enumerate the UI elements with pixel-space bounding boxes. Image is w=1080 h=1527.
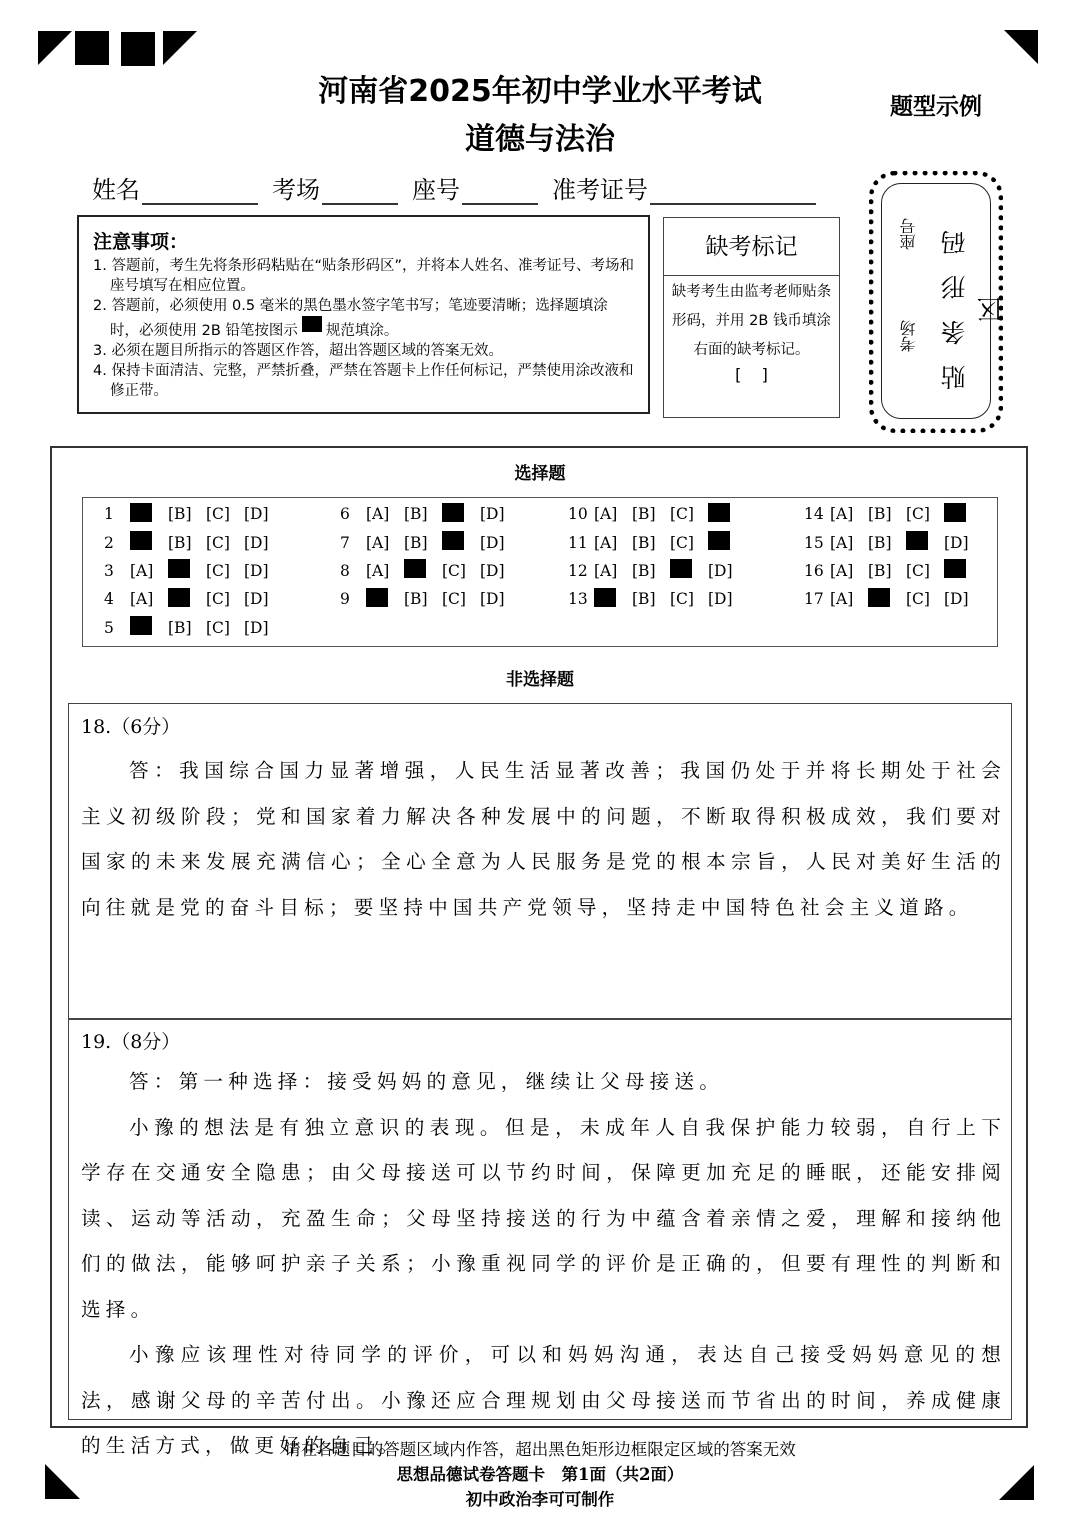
option-bubble-b[interactable]: [B] xyxy=(868,533,892,552)
option-bubble-a[interactable]: [A] xyxy=(130,590,154,609)
filled-bubble-b[interactable] xyxy=(404,559,442,582)
ticket-number-label: 准考证号 xyxy=(552,176,648,204)
mcq-question-row xyxy=(340,528,518,556)
footer-credit: 初中政治李可可制作 xyxy=(465,1490,615,1509)
notice-item: 1. 答题前，考生先将条形码粘贴在“贴条形码区”，并将本人姓名、准考证号、考场和座号填写在相应位置。 xyxy=(93,258,634,294)
question-18-answer-area[interactable] xyxy=(68,703,1012,1020)
exam-room-label: 考场 xyxy=(272,176,320,204)
option-bubble-b[interactable]: [B] xyxy=(632,561,656,580)
filled-bubble-icon xyxy=(944,559,966,578)
mcq-question-row xyxy=(340,500,518,528)
question-number: 5 xyxy=(104,618,114,637)
mcq-question-row xyxy=(568,557,746,585)
option-bubble-c[interactable]: [C] xyxy=(670,590,694,609)
mcq-question-row xyxy=(104,614,282,642)
option-bubble-a[interactable]: [A] xyxy=(830,533,854,552)
option-bubble-a[interactable]: [A] xyxy=(830,505,854,524)
sample-label: 题型示例 xyxy=(890,94,982,120)
mcq-question-row xyxy=(804,528,982,556)
mcq-question-row xyxy=(804,500,982,528)
question-number: 8 xyxy=(340,561,350,580)
absent-mark-text: 缺考考生由监考老师贴条形码，并用 2B 钱币填涂右面的缺考标记。 xyxy=(671,284,832,358)
option-bubble-c[interactable]: [C] xyxy=(906,505,930,524)
mcq-question-row xyxy=(568,585,746,613)
absent-mark-title: 缺考标记 xyxy=(664,218,839,276)
filled-bubble-icon xyxy=(906,531,928,550)
filled-bubble-d[interactable] xyxy=(708,503,746,526)
option-bubble-d[interactable]: [D] xyxy=(480,561,505,580)
answer-paragraph: 小豫应该理性对待同学的评价，可以和妈妈沟通，表达自己接受妈妈意见的想法，感谢父母的辛苦付出。小豫还应合理规划由父母接送而节省出的时间，养成健康的生活方式，做更好的自己。 xyxy=(81,1343,1006,1457)
option-bubble-a[interactable]: [A] xyxy=(366,533,390,552)
option-bubble-a[interactable]: [A] xyxy=(830,590,854,609)
filled-bubble-a[interactable] xyxy=(130,531,168,554)
option-bubble-d[interactable]: [D] xyxy=(244,561,269,580)
mcq-question-row xyxy=(104,500,282,528)
mcq-question-row xyxy=(104,557,282,585)
question-number: 15 xyxy=(804,533,824,552)
filled-bubble-icon xyxy=(442,503,464,522)
filled-bubble-icon xyxy=(708,531,730,550)
option-bubble-c[interactable]: [C] xyxy=(670,533,694,552)
mcq-question-row xyxy=(804,585,982,613)
filled-bubble-icon xyxy=(366,588,388,607)
option-bubble-a[interactable]: [A] xyxy=(130,561,154,580)
filled-bubble-example-icon xyxy=(302,316,322,332)
absent-mark-description xyxy=(664,276,839,385)
option-bubble-d[interactable]: [D] xyxy=(244,533,269,552)
mcq-question-row xyxy=(568,500,746,528)
option-bubble-a[interactable]: [A] xyxy=(366,561,390,580)
filled-bubble-icon xyxy=(130,503,152,522)
option-bubble-c[interactable]: [C] xyxy=(206,590,230,609)
name-field[interactable] xyxy=(142,177,258,205)
option-bubble-c[interactable]: [C] xyxy=(206,618,230,637)
option-bubble-c[interactable]: [C] xyxy=(670,505,694,524)
filled-bubble-d[interactable] xyxy=(944,503,982,526)
option-bubble-d[interactable]: [D] xyxy=(944,590,969,609)
option-bubble-c[interactable]: [C] xyxy=(906,590,930,609)
filled-bubble-icon xyxy=(130,616,152,635)
option-bubble-c[interactable]: [C] xyxy=(206,505,230,524)
barcode-room-label: 考场 xyxy=(899,320,918,352)
mcq-question-row xyxy=(568,528,746,556)
question-number: 6 xyxy=(340,505,350,524)
question-19-header: 19.（8分） xyxy=(81,1031,181,1053)
filled-bubble-icon xyxy=(130,531,152,550)
filled-bubble-icon xyxy=(670,559,692,578)
option-bubble-d[interactable]: [D] xyxy=(244,505,269,524)
answer-paragraph: 答：我国综合国力显著增强，人民生活显著改善；我国仍处于并将长期处于社会主义初级阶段；党和国家着力解决各种发展中的问题，不断取得积极成效，我们要对国家的未来发展充满信心；全心全意为人民服务是党的根本宗旨，人民对美好生活的向往就是党的奋斗目标；要坚持中国共产党领导，坚持走中国特色社会主义道路。 xyxy=(81,759,1006,919)
option-bubble-a[interactable]: [A] xyxy=(594,505,618,524)
mcq-section-title: 选择题 xyxy=(514,464,566,484)
mcq-column xyxy=(568,500,746,614)
exam-title: 河南省2025年初中学业水平考试 xyxy=(318,74,762,109)
footer-card-info: 思想品德试卷答题卡 第1面（共2面） xyxy=(396,1465,684,1484)
exam-room-field[interactable] xyxy=(322,177,398,205)
question-number: 7 xyxy=(340,533,350,552)
mcq-question-row xyxy=(804,557,982,585)
answer-paragraph: 小豫的想法是有独立意识的表现。但是，未成年人自我保护能力较弱，自行上下学存在交通安全隐患；由父母接送可以节约时间，保障更加充足的睡眠，还能安排阅读、运动等活动，充盈生命；父母坚持接送的行为中蕴含着亲情之爱，理解和接纳他们的做法，能够呵护亲子关系；小豫重视同学的评价是正确的，但要有理性的判断和选择。 xyxy=(81,1115,1006,1321)
option-bubble-b[interactable]: [B] xyxy=(404,533,428,552)
option-bubble-b[interactable]: [B] xyxy=(168,533,192,552)
name-label: 姓名 xyxy=(92,176,140,204)
filled-bubble-c[interactable] xyxy=(442,503,480,526)
notice-item-text: 2. 答题前，必须使用 0.5 毫米的黑色墨水签字笔书写；笔迹要清晰；选择题填涂时，必须使用 2B 铅笔按图示 xyxy=(93,298,608,339)
question-number: 17 xyxy=(804,590,824,609)
notice-title: 注意事项： xyxy=(93,231,189,253)
option-bubble-d[interactable]: [D] xyxy=(480,590,505,609)
filled-bubble-b[interactable] xyxy=(168,559,206,582)
question-number: 10 xyxy=(568,505,588,524)
filled-bubble-icon xyxy=(868,588,890,607)
mcq-question-row xyxy=(104,585,282,613)
option-bubble-b[interactable]: [B] xyxy=(168,505,192,524)
filled-bubble-icon xyxy=(168,559,190,578)
seat-label: 座号 xyxy=(412,176,460,204)
mcq-column xyxy=(804,500,982,614)
notice-item: 4. 保持卡面清洁、完整，严禁折叠，严禁在答题卡上作任何标记，严禁使用涂改液和修正带。 xyxy=(93,363,634,399)
option-bubble-a[interactable]: [A] xyxy=(594,533,618,552)
option-bubble-b[interactable]: [B] xyxy=(632,533,656,552)
question-number: 4 xyxy=(104,590,114,609)
question-number: 9 xyxy=(340,590,350,609)
filled-bubble-icon xyxy=(168,588,190,607)
alignment-mark-triangle-icon xyxy=(1004,30,1038,64)
option-bubble-b[interactable]: [B] xyxy=(404,505,428,524)
question-18-header: 18.（6分） xyxy=(81,716,181,738)
option-bubble-d[interactable]: [D] xyxy=(244,590,269,609)
filled-bubble-c[interactable] xyxy=(442,531,480,554)
notice-item-text: 规范填涂。 xyxy=(325,323,399,339)
option-bubble-d[interactable]: [D] xyxy=(480,505,505,524)
question-number: 11 xyxy=(568,533,588,552)
alignment-mark-square-icon xyxy=(121,32,155,66)
filled-bubble-icon xyxy=(594,588,616,607)
filled-bubble-b[interactable] xyxy=(868,588,906,611)
barcode-area-label: 贴条形码区 xyxy=(940,210,1005,390)
option-bubble-b[interactable]: [B] xyxy=(632,590,656,609)
mcq-question-row xyxy=(340,585,518,613)
question-number: 3 xyxy=(104,561,114,580)
question-number: 2 xyxy=(104,533,114,552)
filled-bubble-c[interactable] xyxy=(906,531,944,554)
option-bubble-c[interactable]: [C] xyxy=(906,561,930,580)
option-bubble-d[interactable]: [D] xyxy=(708,590,733,609)
absent-mark-checkbox[interactable]: [ ] xyxy=(735,365,768,384)
mcq-question-row xyxy=(104,528,282,556)
option-bubble-b[interactable]: [B] xyxy=(868,505,892,524)
option-bubble-c[interactable]: [C] xyxy=(206,561,230,580)
filled-bubble-c[interactable] xyxy=(670,559,708,582)
filled-bubble-a[interactable] xyxy=(130,503,168,526)
subject-title: 道德与法治 xyxy=(465,122,615,157)
alignment-mark-square-icon xyxy=(75,31,109,65)
option-bubble-d[interactable]: [D] xyxy=(944,533,969,552)
seat-field[interactable] xyxy=(462,177,538,205)
absent-mark-box xyxy=(663,217,840,418)
filled-bubble-a[interactable] xyxy=(594,588,632,611)
candidate-info-row xyxy=(92,170,830,205)
notice-item: 3. 必须在题目所指示的答题区作答，超出答题区域的答案无效。 xyxy=(93,343,503,359)
filled-bubble-icon xyxy=(404,559,426,578)
filled-bubble-d[interactable] xyxy=(708,531,746,554)
notice-item xyxy=(93,296,636,341)
filled-bubble-a[interactable] xyxy=(366,588,404,611)
alignment-mark-triangle-icon xyxy=(38,31,72,65)
filled-bubble-b[interactable] xyxy=(168,588,206,611)
option-bubble-b[interactable]: [B] xyxy=(868,561,892,580)
option-bubble-c[interactable]: [C] xyxy=(206,533,230,552)
mcq-question-row xyxy=(340,557,518,585)
filled-bubble-d[interactable] xyxy=(944,559,982,582)
option-bubble-a[interactable]: [A] xyxy=(594,561,618,580)
footer-warning: 请在各题目的答题区域内作答，超出黑色矩形边框限定区域的答案无效 xyxy=(284,1440,796,1459)
answer-paragraph: 答：第一种选择：接受妈妈的意见，继续让父母接送。 xyxy=(129,1070,725,1093)
option-bubble-a[interactable]: [A] xyxy=(830,561,854,580)
question-number: 13 xyxy=(568,590,588,609)
option-bubble-d[interactable]: [D] xyxy=(708,561,733,580)
question-number: 16 xyxy=(804,561,824,580)
question-18-answer xyxy=(81,748,1006,930)
filled-bubble-a[interactable] xyxy=(130,616,168,639)
question-number: 12 xyxy=(568,561,588,580)
question-number: 14 xyxy=(804,505,824,524)
alignment-mark-triangle-icon xyxy=(163,31,197,65)
option-bubble-a[interactable]: [A] xyxy=(366,505,390,524)
filled-bubble-icon xyxy=(944,503,966,522)
mcq-column xyxy=(104,500,282,642)
option-bubble-b[interactable]: [B] xyxy=(168,618,192,637)
ticket-number-field[interactable] xyxy=(650,177,816,205)
mcq-column xyxy=(340,500,518,614)
filled-bubble-icon xyxy=(708,503,730,522)
notice-box xyxy=(77,215,650,414)
option-bubble-b[interactable]: [B] xyxy=(632,505,656,524)
non-mcq-section-title: 非选择题 xyxy=(506,670,574,690)
option-bubble-c[interactable]: [C] xyxy=(442,561,466,580)
question-19-answer xyxy=(81,1059,1006,1469)
barcode-seat-label: 座号 xyxy=(899,218,918,250)
option-bubble-d[interactable]: [D] xyxy=(244,618,269,637)
option-bubble-d[interactable]: [D] xyxy=(480,533,505,552)
option-bubble-b[interactable]: [B] xyxy=(404,590,428,609)
filled-bubble-icon xyxy=(442,531,464,550)
question-number: 1 xyxy=(104,505,114,524)
option-bubble-c[interactable]: [C] xyxy=(442,590,466,609)
